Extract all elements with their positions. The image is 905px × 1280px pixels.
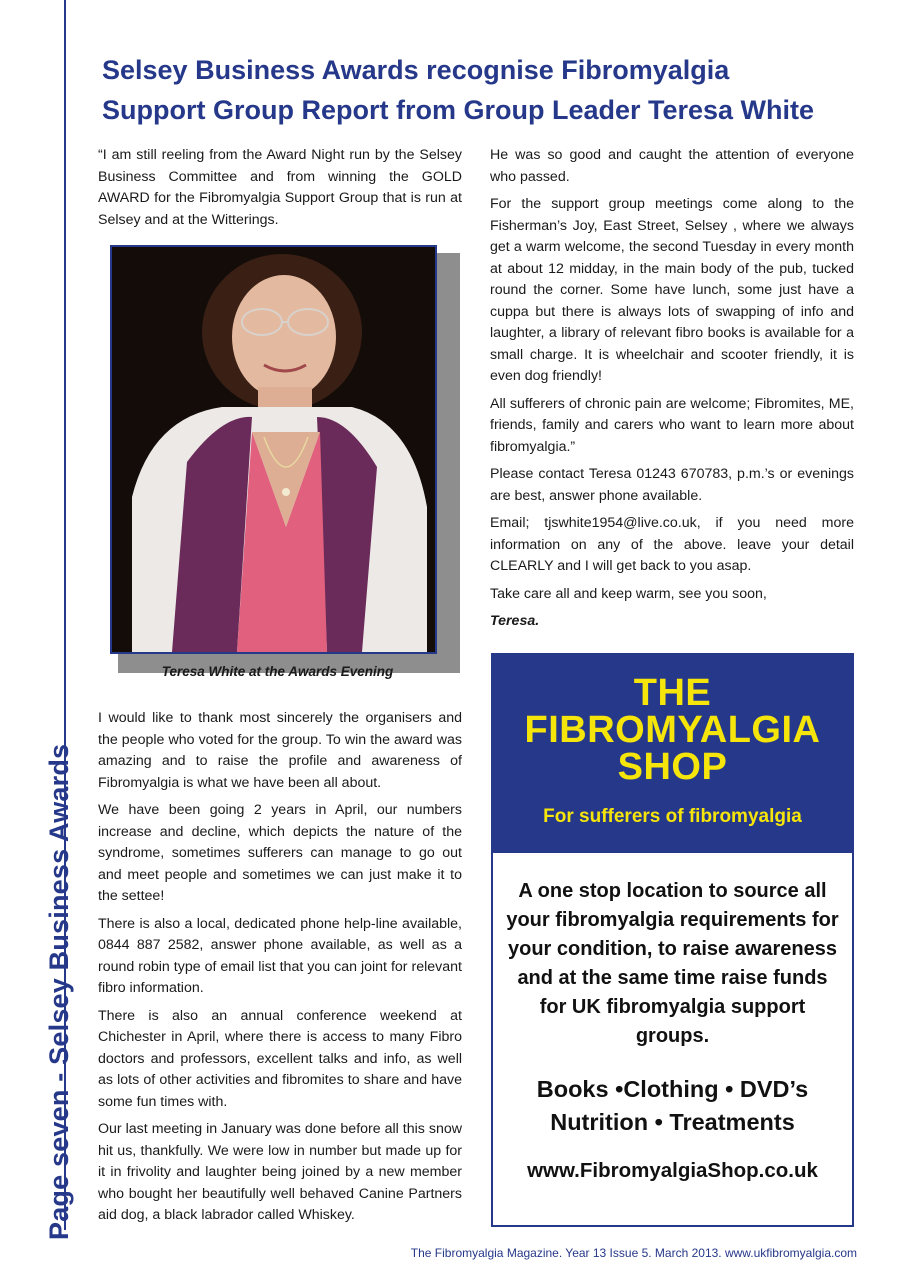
- advert-subtitle: For sufferers of fibromyalgia: [543, 806, 802, 827]
- advert-header: [493, 655, 852, 853]
- left-column-top: [98, 145, 462, 237]
- advert-title-line-1: THE: [633, 672, 712, 714]
- advert-products-line-2: Nutrition • Treatments: [550, 1109, 795, 1135]
- paragraph: All sufferers of chronic pain are welcome; Fibromites, ME, friends, family and carers who want to learn more about fibromyalgia.”: [490, 395, 854, 455]
- right-column: [490, 145, 854, 639]
- paragraph: “I am still reeling from the Award Night run by the Selsey Business Committee and from winning the GOLD AWARD for the Fibromyalgia Support Group that is run at Selsey and at the Witterings.: [98, 147, 462, 228]
- article-title: [102, 50, 882, 130]
- signature: Teresa.: [490, 613, 540, 629]
- paragraph: Our last meeting in January was done before all this snow hit us, thankfully. We were low in number but made up for it in frivolity and laughter being joined by a new member who bought her beautifully well behaved Canine Partners aid dog, a black labrador called Whiskey.: [98, 1121, 462, 1223]
- page-side-label: Page seven - Selsey Business Awards: [44, 743, 74, 1240]
- paragraph: Take care all and keep warm, see you soon,: [490, 585, 767, 602]
- portrait-photo: [110, 245, 437, 654]
- paragraph: I would like to thank most sincerely the organisers and the people who voted for the group. To win the award was amazing and to raise the profile and awareness of Fibromyalgia is what we have been all about.: [98, 710, 462, 791]
- paragraph: There is also an annual conference weekend at Chichester in April, where there is access to many Fibro doctors and professors, excellent talks and info, as well as lots of other activities and fibromites to share and have some fun times with.: [98, 1007, 462, 1110]
- paragraph: We have been going 2 years in April, our numbers increase and decline, which depicts the nature of the syndrome, sometimes sufferers can manage to go out and meet people and sometimes we can just make it to the settee!: [98, 802, 462, 904]
- photo-caption: Teresa White at the Awards Evening: [161, 664, 394, 679]
- title-line-1: Selsey Business Awards recognise Fibromyalgia: [102, 55, 730, 85]
- paragraph: He was so good and caught the attention of everyone who passed.: [490, 147, 854, 185]
- advert-website-link[interactable]: www.FibromyalgiaShop.co.uk: [527, 1159, 818, 1182]
- title-line-2: Support Group Report from Group Leader Teresa White: [102, 95, 815, 125]
- paragraph: For the support group meetings come along to the Fisherman’s Joy, East Street, Selsey , where we always get a warm welcome, the second Tuesday in every month at about 12 midday, in the main body of the pub, tucked round the corner. Some have lunch, some just have a cuppa but there is always lots of swapping of info and laughter, a library of relevant fibro books is available for a small charge. It is wheelchair and scooter friendly, it is even dog friendly!: [490, 196, 854, 384]
- advert-title-line-3: SHOP: [617, 746, 728, 788]
- advert-body: [493, 853, 852, 1183]
- left-column-bottom: [98, 708, 462, 1233]
- fibromyalgia-shop-advert: [491, 653, 854, 1227]
- advert-description: A one stop location to source all your fibromyalgia requirements for your condition, to raise awareness and at the same time raise funds for UK fibromyalgia support groups.: [506, 880, 839, 1047]
- portrait-illustration: [112, 247, 435, 652]
- paragraph: Please contact Teresa 01243 670783, p.m.’s or evenings are best, answer phone available.: [490, 466, 854, 504]
- advert-title-line-2: FIBROMYALGIA: [524, 709, 821, 751]
- page-footer: The Fibromyalgia Magazine. Year 13 Issue 5. March 2013. www.ukfibromyalgia.com: [410, 1246, 857, 1260]
- advert-products-line-1: Books •Clothing • DVD’s: [536, 1076, 809, 1102]
- advert-products: [505, 1073, 840, 1139]
- contact-email-paragraph: Email; tjswhite1954@live.co.uk, if you need more information on any of the above. leave your detail CLEARLY and I will get back to you asap.: [490, 515, 854, 574]
- paragraph: There is also a local, dedicated phone help-line available, 0844 887 2582, answer phone available, as well as a round robin type of email list that you can joint for relevant fibro information.: [98, 915, 462, 996]
